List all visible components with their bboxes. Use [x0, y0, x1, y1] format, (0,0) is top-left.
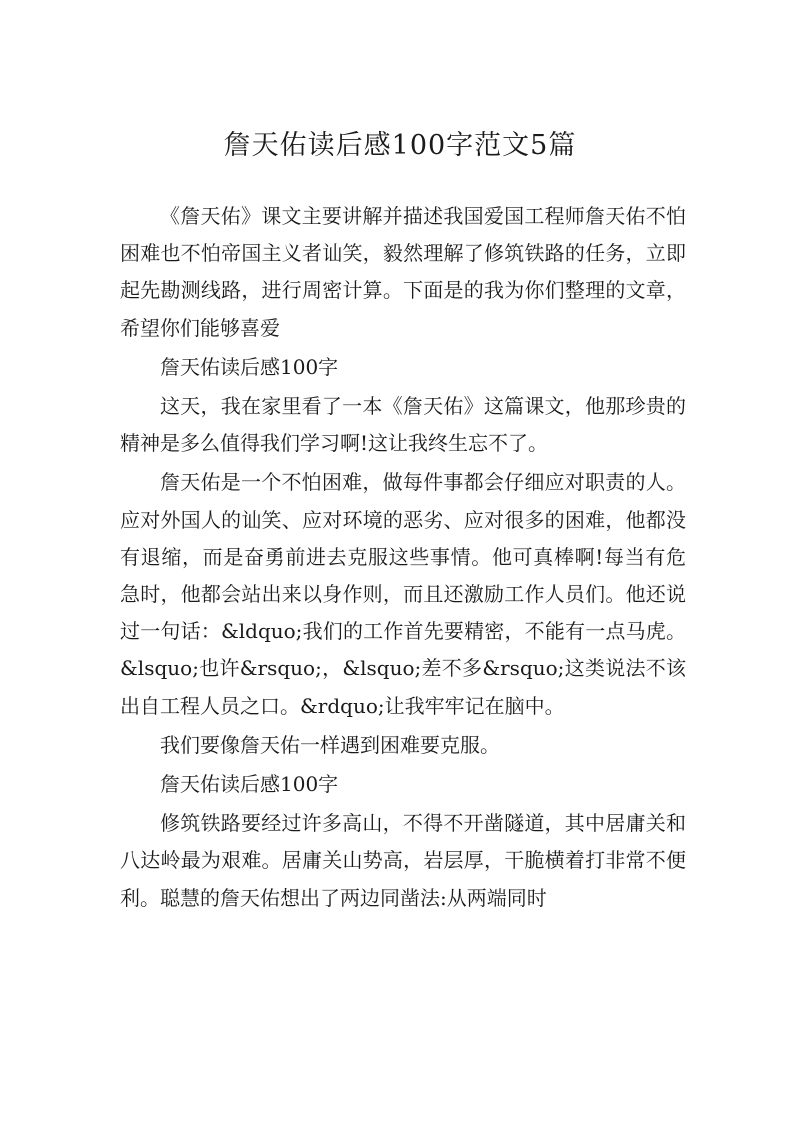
document-body: [120, 198, 686, 919]
paragraph: 这天，我在家里看了一本《詹天佑》这篇课文，他那珍贵的精神是多么值得我们学习啊!这让我终生忘不了。: [120, 394, 686, 456]
document-title: 詹天佑读后感100字范文5篇: [223, 130, 577, 161]
paragraph-intro: 《詹天佑》课文主要讲解并描述我国爱国工程师詹天佑不怕困难也不怕帝国主义者讪笑，毅然理解了修筑铁路的任务，立即起先勘测线路，进行周密计算。下面是的我为你们整理的文章，希望你们能够喜爱: [120, 204, 686, 340]
section-heading: 詹天佑读后感100字: [160, 772, 339, 797]
paragraph: 我们要像詹天佑一样遇到困难要克服。: [160, 732, 500, 757]
section-heading: 詹天佑读后感100字: [160, 354, 339, 379]
paragraph: 修筑铁路要经过许多高山，不得不开凿隧道，其中居庸关和八达岭最为艰难。居庸关山势高，岩层厚，干脆横着打非常不便利。聪慧的詹天佑想出了两边同凿法:从两端同时: [120, 811, 686, 910]
paragraph: 詹天佑是一个不怕困难，做每件事都会仔细应对职责的人。应对外国人的讪笑、应对环境的恶劣、应对很多的困难，他都没有退缩，而是奋勇前进去克服这些事情。他可真棒啊!每当有危急时，他都会站出来以身作则，而且还激励工作人员们。他还说过一句话：&ldquo;我们的工作首先要精密，不能有一点马虎。&lsquo;也许&rsquo;，&lsquo;差不多&rsquo;这类说法不该出自工程人员之口。&rdquo;让我牢牢记在脑中。: [120, 470, 686, 718]
